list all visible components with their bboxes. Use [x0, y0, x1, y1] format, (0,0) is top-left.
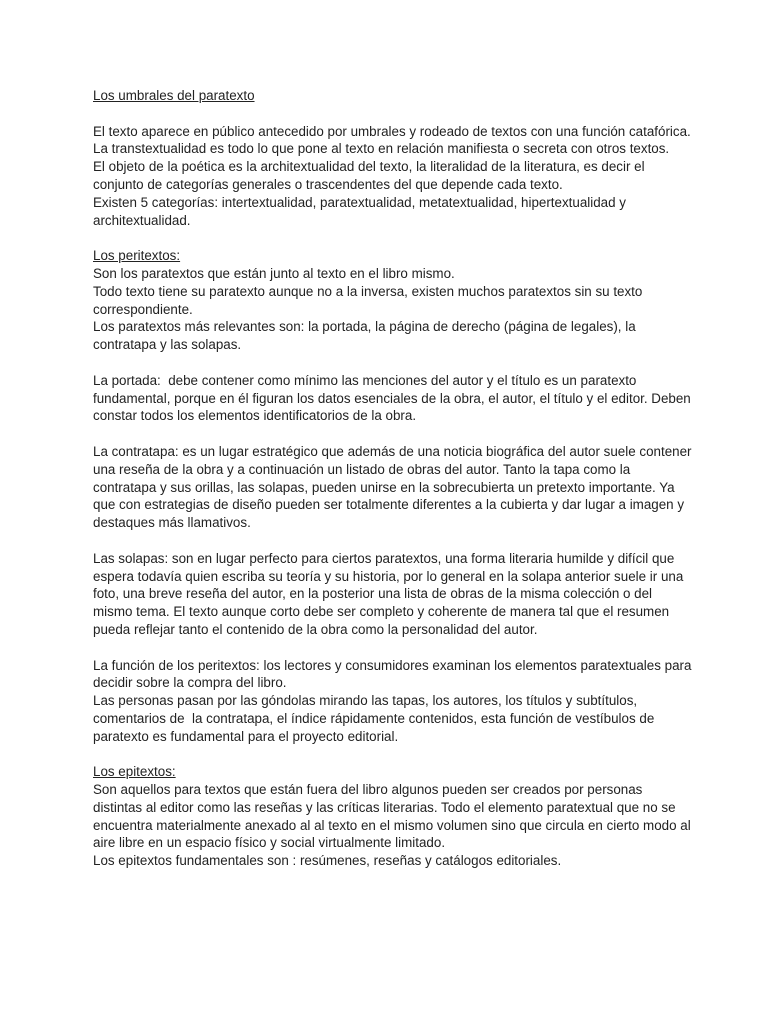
paragraph-contratapa: La contratapa: es un lugar estratégico que además de una noticia biográfica del autor suele contener una reseña de la obra y a continuación un listado de obras del autor. Tanto la tapa como la contratapa y sus orillas, las solapas, pueden unirse en la sobrecubierta un pretexto importante. Ya que con estrategias de diseño pueden ser totalmente diferentes a la cubierta y dar lugar a imagen y destaques más llamativos.	[93, 443, 696, 531]
spacer	[93, 229, 693, 247]
paragraph: La transtextualidad es todo lo que pone al texto en relación manifiesta o secreta con otros textos.	[93, 141, 670, 157]
spacer	[93, 354, 693, 372]
paragraph: Son los paratextos que están junto al texto en el libro mismo.	[93, 265, 455, 281]
spacer	[93, 105, 693, 123]
paragraph: Existen 5 categorías: intertextualidad, paratextualidad, metatextualidad, hipertextualidad y architextualidad.	[93, 194, 630, 228]
section-heading-epitextos: Los epitextos:	[93, 764, 176, 780]
paragraph: Todo texto tiene su paratexto aunque no a la inversa, existen muchos paratextos sin su texto correspondiente.	[93, 283, 647, 317]
paragraph: Las personas pasan por las góndolas mirando las tapas, los autores, los títulos y subtítulos, comentarios de la contratapa, el índice rápidamente contenidos, esta función de vestíbulos de paratexto es fundamental para el proyecto editorial.	[93, 693, 659, 744]
section-heading-peritextos: Los peritextos:	[93, 248, 181, 264]
paragraph: El texto aparece en público antecedido por umbrales y rodeado de textos con una función catafórica.	[93, 123, 691, 139]
spacer	[93, 745, 693, 763]
document-title: Los umbrales del paratexto	[93, 88, 255, 103]
paragraph: Los epitextos fundamentales son : resúmenes, reseñas y catálogos editoriales.	[93, 853, 562, 869]
paragraph: El objeto de la poética es la architextualidad del texto, la literalidad de la literatura, es decir el conjunto de categorías generales o trascendentes del que depende cada texto.	[93, 159, 649, 192]
paragraph: La función de los peritextos: los lectores y consumidores examinan los elementos paratextuales para decidir sobre la compra del libro.	[93, 657, 696, 691]
paragraph-solapas: Las solapas: son en lugar perfecto para ciertos paratextos, una forma literaria humilde y difícil que espera todavía quien escriba su teoría y su historia, por lo general en la solapa anterior suele ir una foto, una breve reseña del autor, en la posterior una lista de obras de la misma colección o del mismo tema. El texto aunque corto debe ser completo y coherente de manera tal que el resumen pueda reflejar tanto el contenido de la obra como la personalidad del autor.	[93, 550, 688, 637]
document-page	[93, 87, 696, 870]
spacer	[93, 532, 693, 550]
paragraph-portada: La portada: debe contener como mínimo las menciones del autor y el título es un paratexto fundamental, porque en él figuran los datos esenciales de la obra, el autor, el título y el editor. Deben constar todos los elementos identificatorios de la obra.	[93, 372, 695, 424]
spacer	[93, 639, 693, 657]
spacer	[93, 425, 693, 443]
paragraph: Son aquellos para textos que están fuera del libro algunos pueden ser creados por personas distintas al editor como las reseñas y las críticas literarias. Todo el elemento paratextual que no se encuentra materialmente anexado al al texto en el mismo volumen sino que circula en cierto modo al aire libre en un espacio físico y social virtualmente limitado.	[93, 782, 695, 851]
paragraph: Los paratextos más relevantes son: la portada, la página de derecho (página de legales), la contratapa y las solapas.	[93, 319, 640, 353]
